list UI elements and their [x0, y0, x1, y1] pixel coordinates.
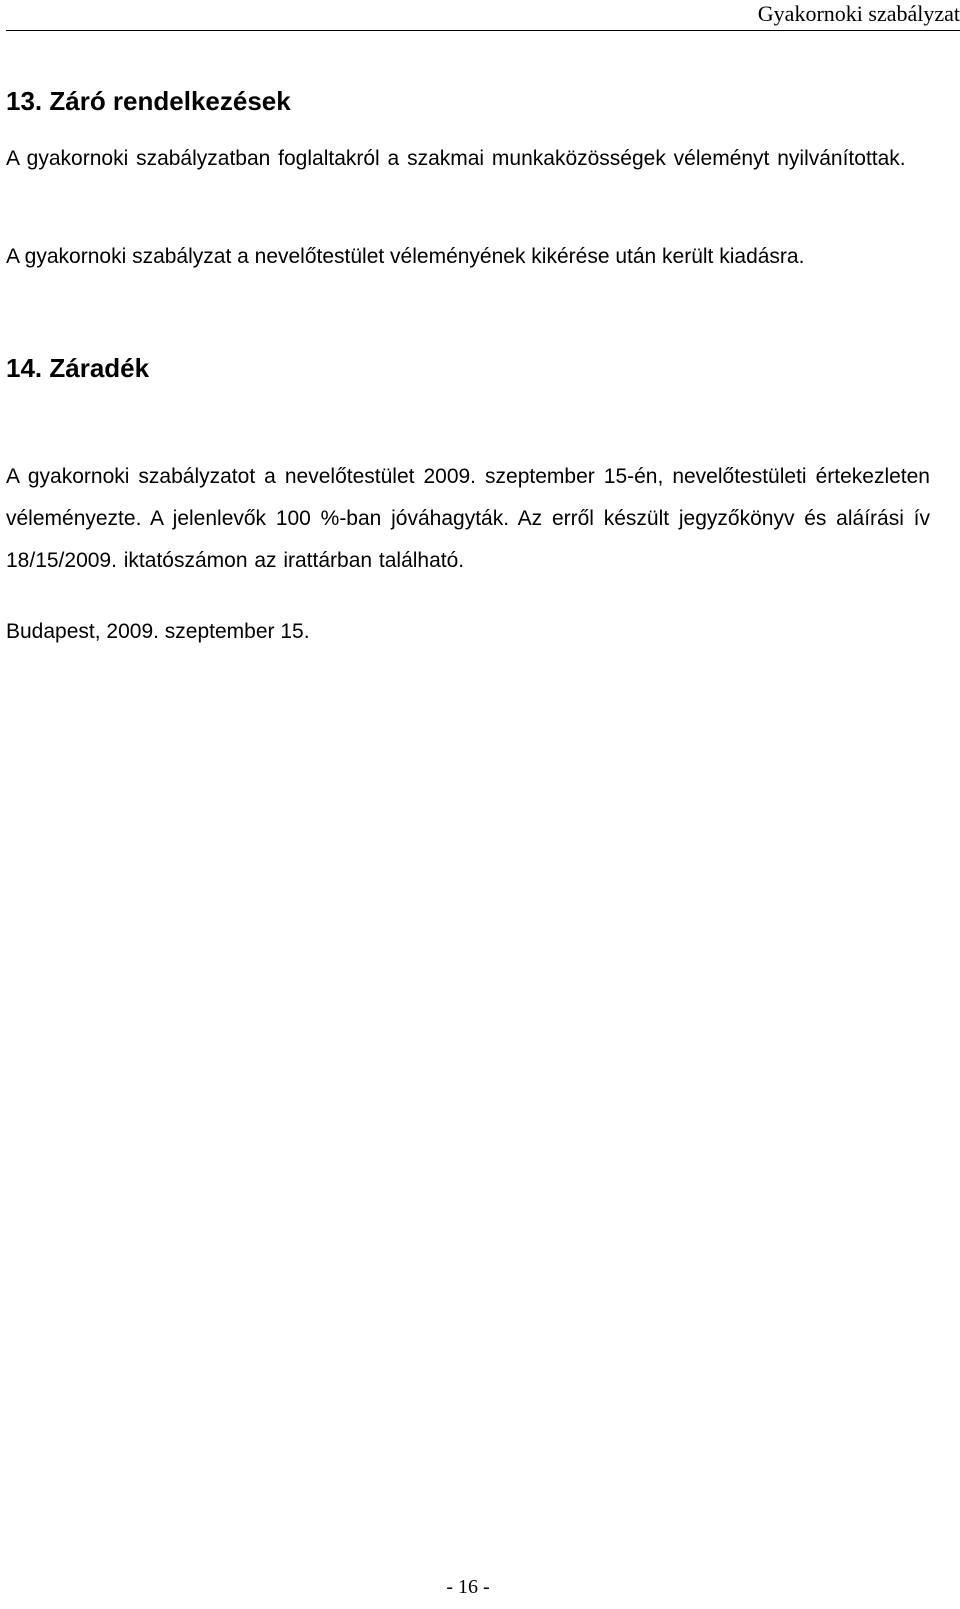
- document-title: Gyakornoki szabályzat: [757, 1, 960, 26]
- page-number: - 16 -: [446, 1576, 490, 1598]
- clause-paragraph: A gyakornoki szabályzatot a nevelőtestület 2009. szeptember 15-én, nevelőtestületi értekezleten véleményezte. A jelenlevők 100 %-ban jóváhagyták. Az erről készült jegyzőkönyv és aláírási ív 18/15/2009. iktatószámon az irattárban található.: [6, 465, 930, 572]
- closing-provisions-paragraph: A gyakornoki szabályzat a nevelőtestület véleményének kikérése után került kiadásra.: [6, 245, 805, 268]
- page-header: [6, 0, 960, 31]
- closing-provisions-paragraph: A gyakornoki szabályzatban foglaltakról a szakmai munkaközösségek véleményt nyilvánítottak.: [6, 147, 906, 170]
- section-heading-closing-provisions: 13. Záró rendelkezések: [6, 86, 291, 116]
- section-heading-clause: 14. Záradék: [6, 353, 150, 383]
- place-and-date: Budapest, 2009. szeptember 15.: [6, 620, 310, 643]
